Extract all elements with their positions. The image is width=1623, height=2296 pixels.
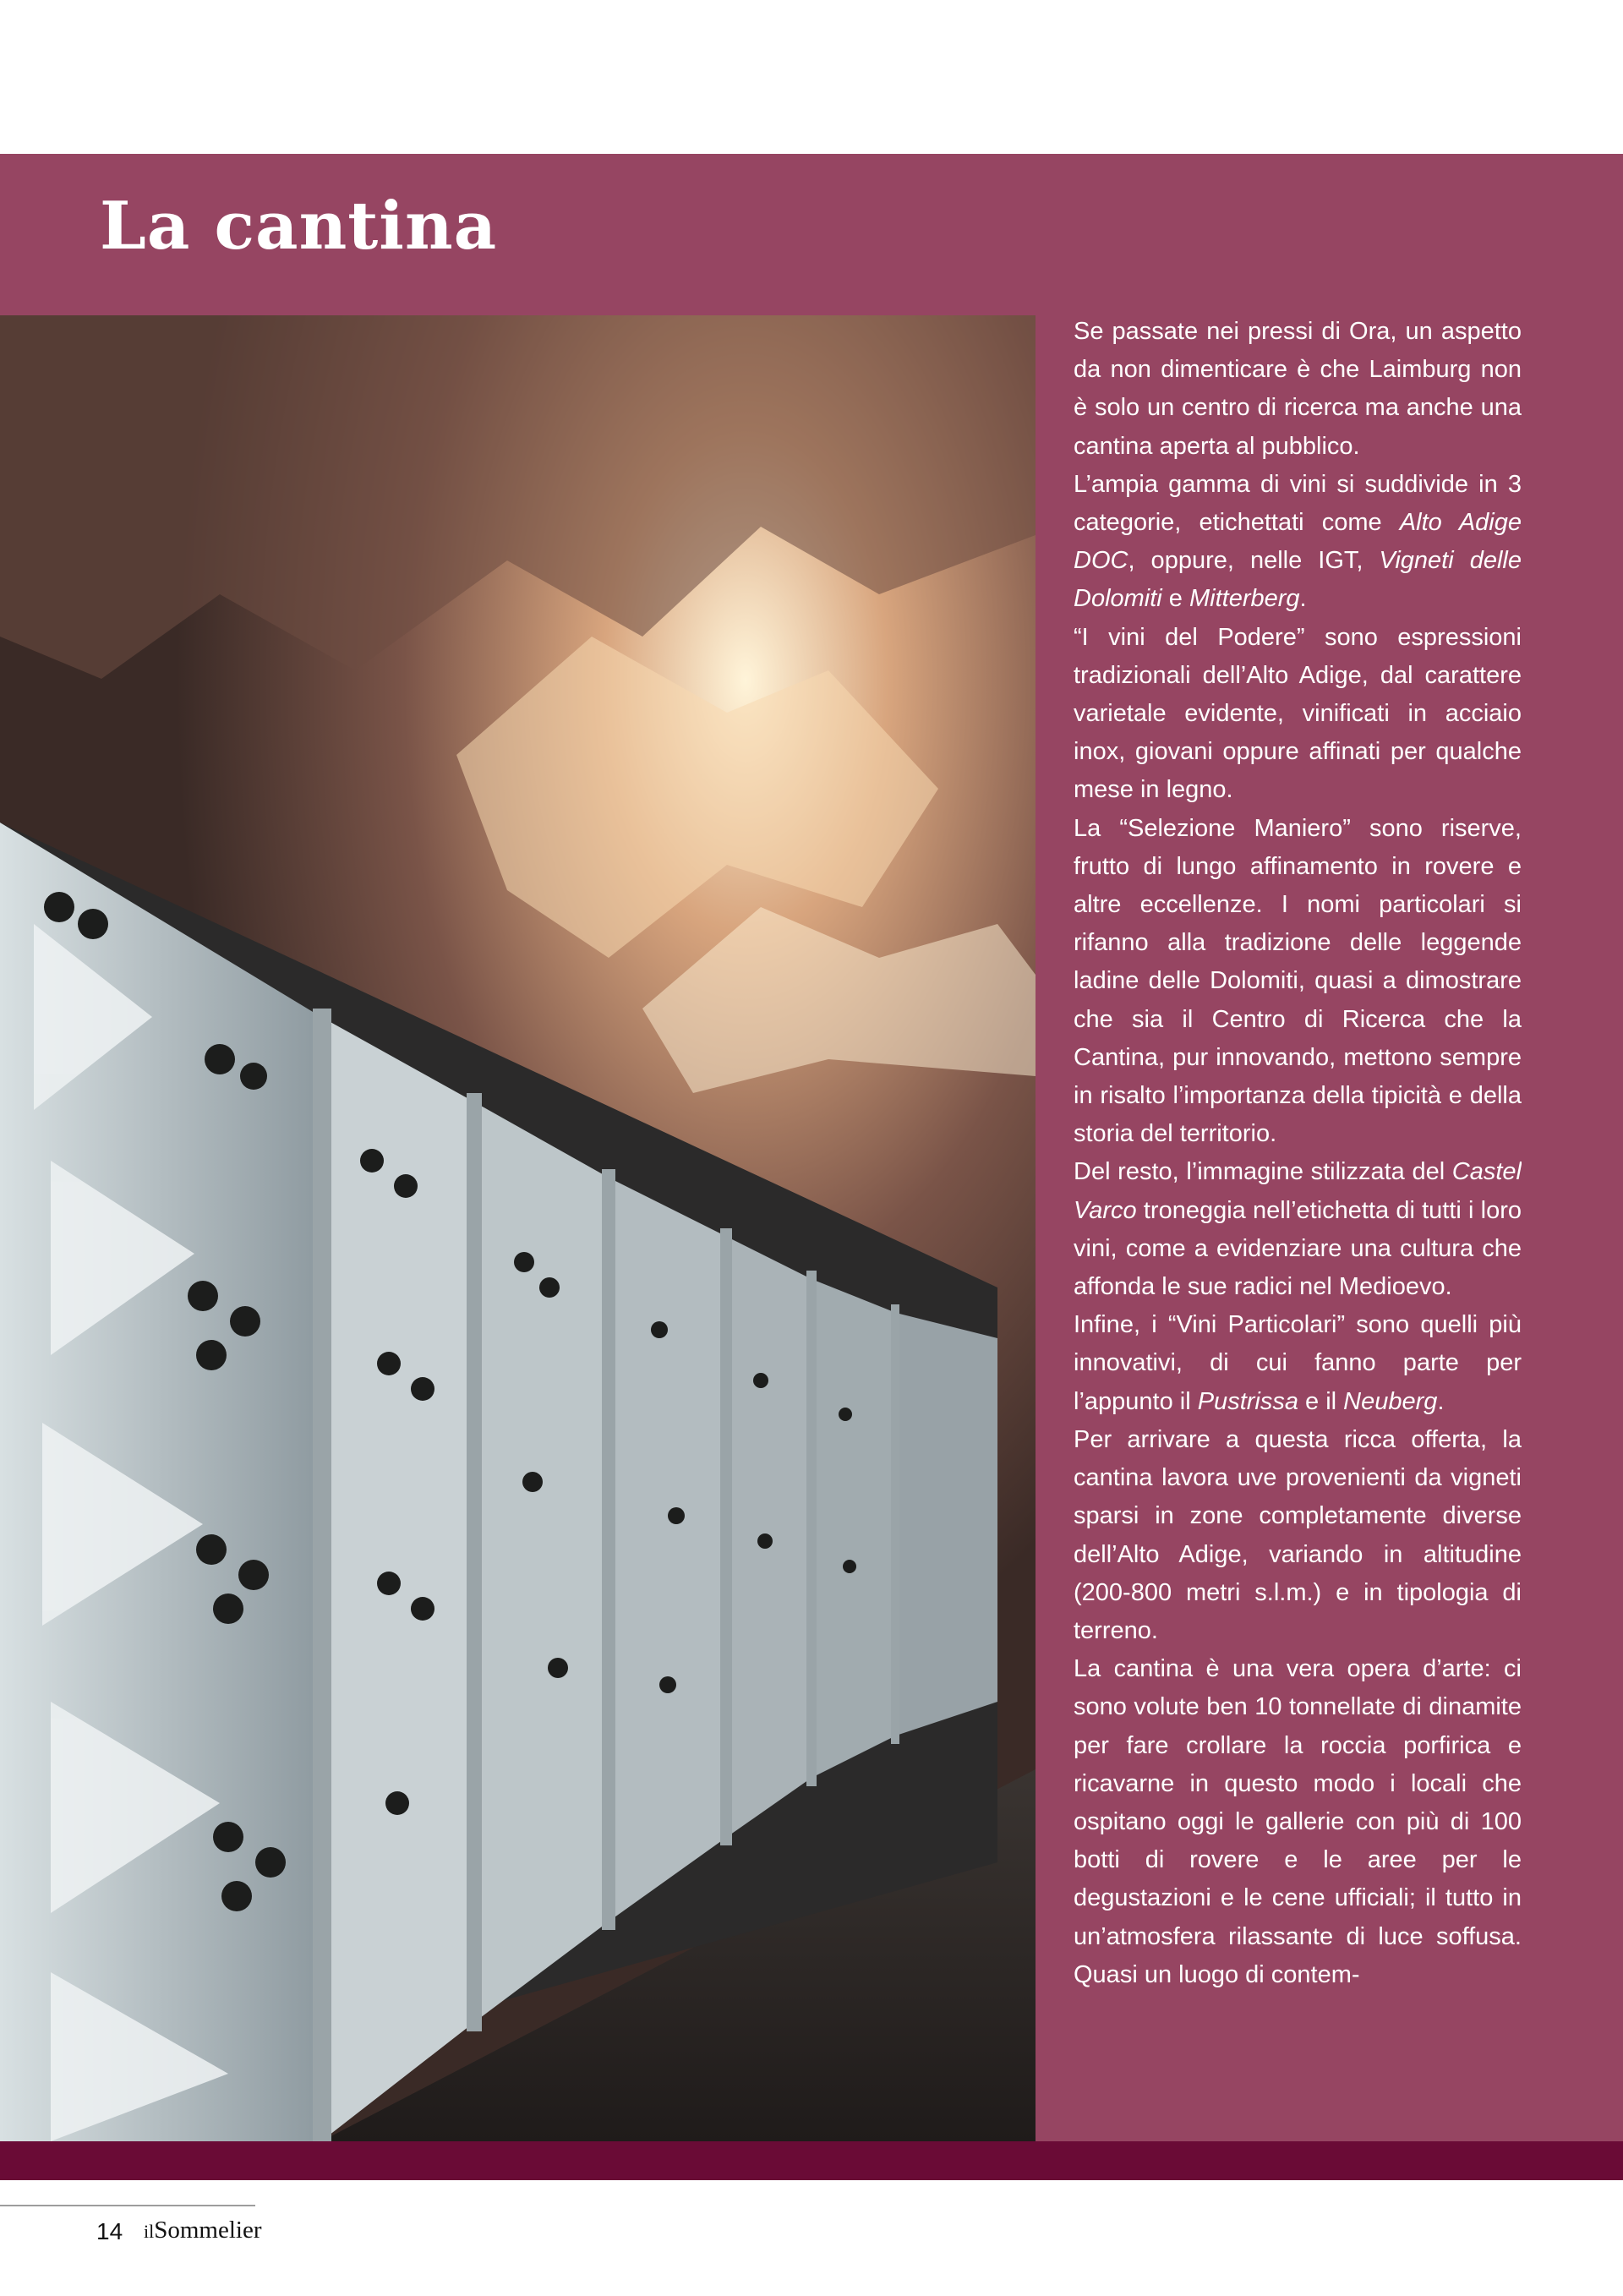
article-body bbox=[1074, 313, 1522, 2110]
section-title: La cantina bbox=[100, 188, 498, 265]
paragraph: Per arrivare a questa ricca offerta, la cantina lavora uve provenienti da vigneti sparsi in zone completamente diverse dell’Alto Adige, variando in altitudine (200-800 metri s.l.m.) e in tipologia di terreno. bbox=[1074, 1425, 1522, 1644]
paragraph: Infine, i “Vini Particolari” sono quelli più innovativi, di cui fanno parte per l’appunto il Pustrissa e il Neuberg. bbox=[1074, 1311, 1522, 1415]
paragraph: Del resto, l’immagine stilizzata del Castel Varco troneggia nell’etichetta di tutti i loro vini, come a evidenziare una cultura che affonda le sue radici nel Medioevo. bbox=[1074, 1158, 1522, 1301]
magazine-logo: ilSommelier bbox=[144, 2217, 262, 2244]
footer-divider bbox=[0, 2205, 255, 2206]
wine-cellar-photo bbox=[0, 315, 1036, 2141]
page-number: 14 bbox=[96, 2218, 123, 2244]
paragraph: L’ampia gamma di vini si suddivide in 3 categorie, etichettati come Alto Adige DOC, oppure, nelle IGT, Vigneti delle Dolomiti e Mitterberg. bbox=[1074, 470, 1522, 613]
paragraph: Se passate nei pressi di Ora, un aspetto da non dimenticare è che Laimburg non è solo un centro di ricerca ma anche una cantina aperta al pubblico. bbox=[1074, 318, 1522, 460]
paragraph: “I vini del Podere” sono espressioni tradizionali dell’Alto Adige, dal carattere varietale evidente, vinificati in acciaio inox, giovani oppure affinati per qualche mese in legno. bbox=[1074, 623, 1522, 804]
paragraph: La “Selezione Maniero” sono riserve, frutto di lungo affinamento in rovere e altre eccellenze. I nomi particolari si rifanno alla tradizione delle leggende ladine delle Dolomiti, quasi a dimostrare che sia il Centro di Ricerca che la Cantina, pur innovando, mettono sempre in risalto l’importanza della tipicità e della storia del territorio. bbox=[1074, 814, 1522, 1148]
paragraph: La cantina è una vera opera d’arte: ci sono volute ben 10 tonnellate di dinamite per fare crollare la roccia porfirica e ricavarne in questo modo i locali che ospitano oggi le gallerie con più di 100 botti di rovere e le aree per le degustazioni e le cene ufficiali; il tutto in un’atmosfera rilassante di luce soffusa. Quasi un luogo di contem- bbox=[1074, 1655, 1522, 1988]
footer-bar bbox=[0, 2141, 1623, 2180]
